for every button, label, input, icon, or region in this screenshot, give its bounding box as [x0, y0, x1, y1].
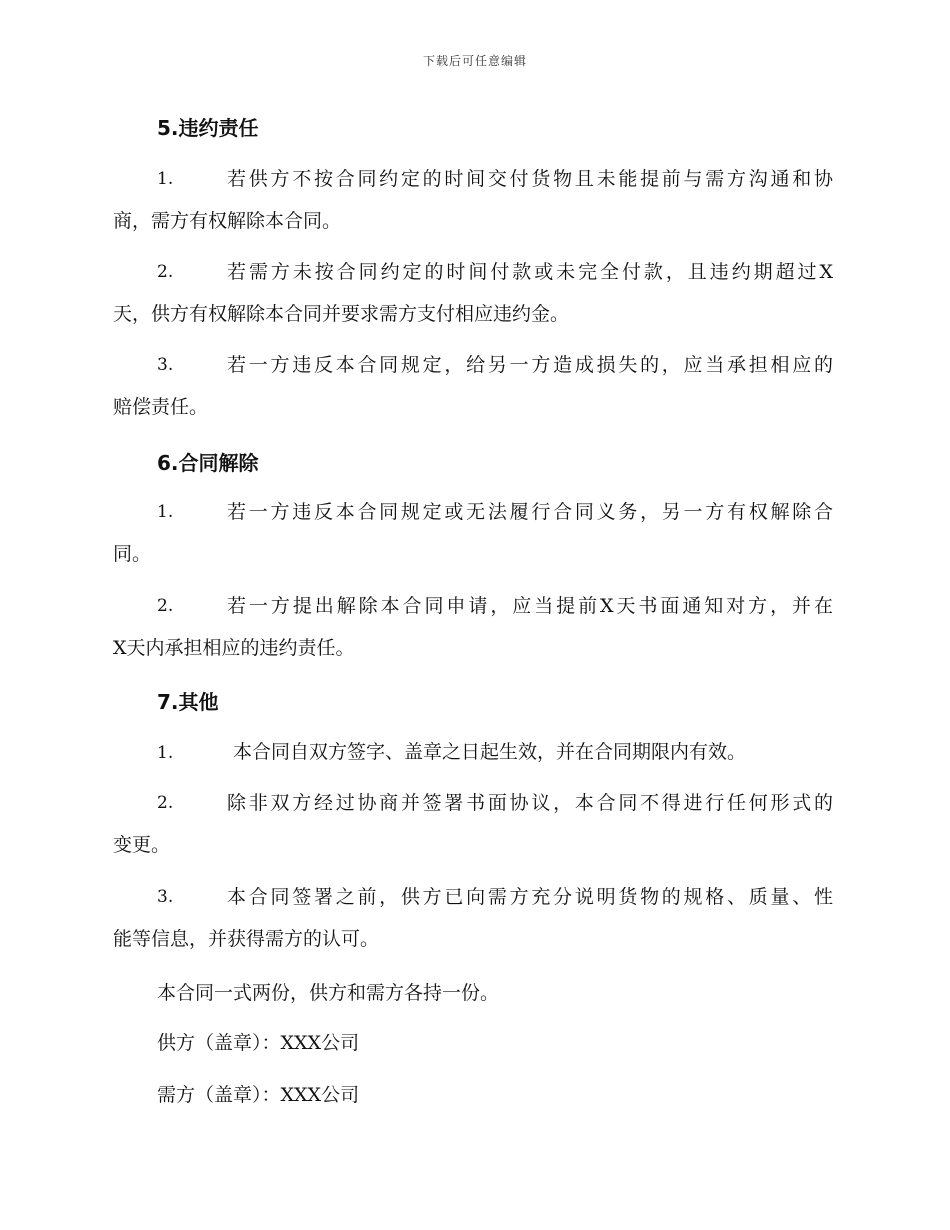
- clause-5-3: [113, 344, 833, 428]
- clause-text-line1: 除非双方经过协商并签署书面协议，本合同不得进行任何形式的: [227, 792, 833, 814]
- clause-text-line1: 若需方未按合同约定的时间付款或未完全付款，且违约期超过X: [227, 261, 833, 283]
- clause-text-line2: 赔偿责任。: [113, 396, 209, 418]
- clause-text-line2: 商，需方有权解除本合同。: [113, 210, 342, 232]
- clause-number: 1.: [157, 502, 174, 522]
- clause-number: 2.: [157, 596, 174, 616]
- clause-number: 2.: [157, 262, 174, 282]
- clause-7-2: [113, 782, 833, 866]
- clause-text-line1: 若一方提出解除本合同申请，应当提前X天书面通知对方，并在: [227, 595, 833, 617]
- clause-5-2: [113, 251, 833, 335]
- clause-number: 3.: [157, 355, 174, 375]
- clause-text-line1: 本合同签署之前，供方已向需方充分说明货物的规格、质量、性: [227, 886, 833, 908]
- section-heading-breach: 5.违约责任: [157, 116, 259, 140]
- section-heading-termination: 6.合同解除: [157, 451, 259, 475]
- clause-text-line2: 天，供方有权解除本合同并要求需方支付相应违约金。: [113, 303, 570, 325]
- clause-number: 1.: [157, 743, 174, 763]
- section-heading-other: 7.其他: [157, 690, 219, 714]
- clause-text-line1: 本合同自双方签字、盖章之日起生效，并在合同期限内有效。: [233, 741, 747, 763]
- clause-6-1: [113, 491, 833, 575]
- clause-text-line2: 变更。: [113, 834, 171, 856]
- supplier-signature-line: 供方（盖章）：XXX公司: [157, 1032, 360, 1054]
- clause-text-line2: 能等信息，并获得需方的认可。: [113, 928, 380, 950]
- clause-number: 3.: [157, 887, 174, 907]
- clause-text-line2: 同。: [113, 543, 152, 565]
- copies-statement: 本合同一式两份，供方和需方各持一份。: [157, 982, 500, 1004]
- clause-number: 1.: [157, 169, 174, 189]
- clause-text-line1: 若一方违反本合同规定或无法履行合同义务，另一方有权解除合: [227, 501, 833, 523]
- clause-5-1: [113, 158, 833, 242]
- clause-7-3: [113, 876, 833, 960]
- clause-number: 2.: [157, 793, 174, 813]
- clause-text-line2: X天内承担相应的违约责任。: [113, 637, 355, 659]
- clause-text-line1: 若供方不按合同约定的时间交付货物且未能提前与需方沟通和协: [227, 168, 833, 190]
- clause-7-1: [113, 731, 833, 773]
- buyer-signature-line: 需方（盖章）：XXX公司: [157, 1084, 360, 1106]
- clause-text-line1: 若一方违反本合同规定，给另一方造成损失的，应当承担相应的: [227, 354, 833, 376]
- clause-6-2: [113, 585, 833, 669]
- page-header: 下载后可任意编辑: [422, 54, 527, 68]
